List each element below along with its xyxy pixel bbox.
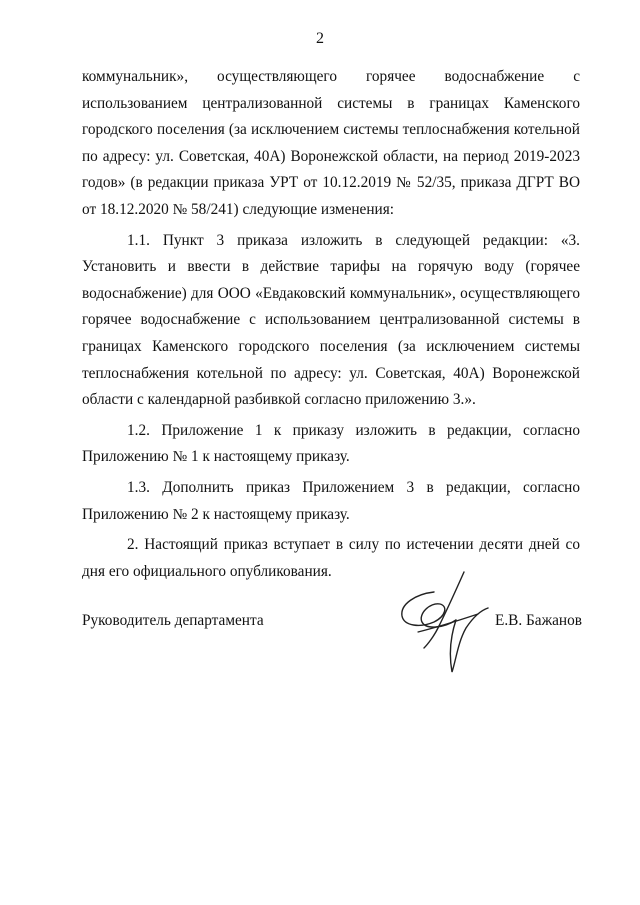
paragraph-intro: коммунальник», осуществляющего горячее водоснабжение с использованием централизованной системы в границах Каменского городского поселения (за исключением системы теплоснабжения котельной по адресу: ул. Советская, 40А) Воронежской области, на период 2019-2023 годов» (в редакции приказа УРТ от 10.12.2019 № 52/35, приказа ДГРТ ВО от 18.12.2020 № 58/241) следующие изменения: (82, 68, 580, 218)
signature-block (82, 570, 582, 680)
paragraph-1-1: 1.1. Пункт 3 приказа изложить в следующей редакции: «3. Установить и ввести в действие тарифы на горячую воду (горячее водоснабжение) для ООО «Евдаковский коммунальник», осуществляющего горячее водоснабжение с использованием централизованной системы в границах Каменского городского поселения (за исключением системы теплоснабжения котельной по адресу: ул. Советская, 40А) Воронежской области с календарной разбивкой согласно приложению 3.». (82, 231, 580, 409)
document-body (82, 64, 580, 589)
paragraph-1-2: 1.2. Приложение 1 к приказу изложить в редакции, согласно Приложению № 1 к настоящему приказу. (82, 421, 580, 466)
page-number: 2 (316, 30, 324, 47)
paragraph-1-3: 1.3. Дополнить приказ Приложением 3 в редакции, согласно Приложению № 2 к настоящему приказу. (82, 478, 580, 523)
paragraph-2: 2. Настоящий приказ вступает в силу по истечении десяти дней со дня его официального опубликования. (82, 536, 580, 580)
signatory-role: Руководитель департамента (82, 612, 264, 629)
signatory-name: Е.В. Бажанов (494, 612, 582, 629)
handwritten-signature (394, 570, 494, 675)
